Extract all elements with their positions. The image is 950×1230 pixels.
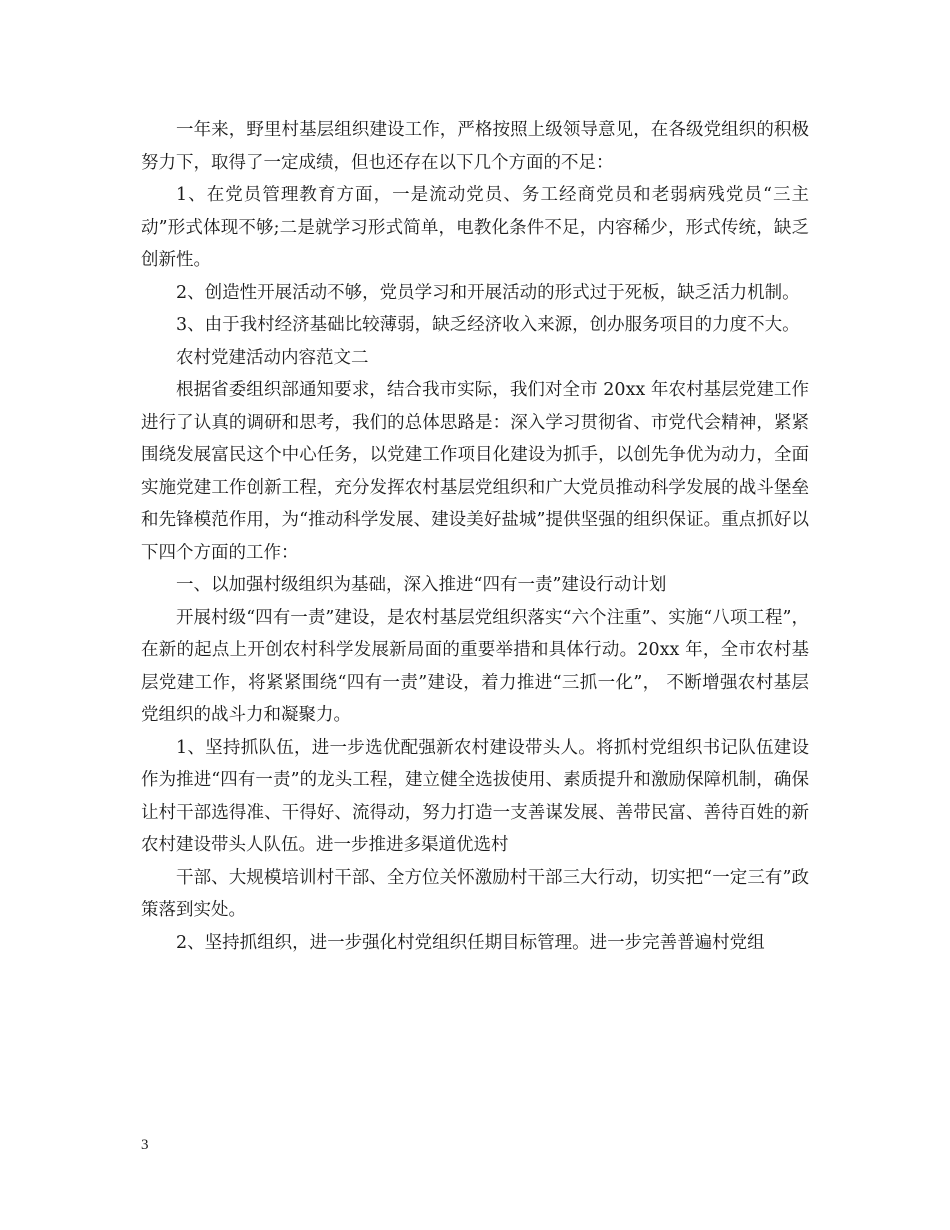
document-body: [141, 114, 809, 959]
paragraph-team-building: 1、坚持抓队伍，进一步选优配强新农村建设带头人。将抓村党组织书记队伍建设作为推进“四有一责”的龙头工程，建立健全选拔使用、素质提升和激励保障机制，确保让村干部选得准、干得好、流得动，努力打造一支善谋发展、善带民富、善待百姓的新农村建设带头人队伍。进一步推进多渠道优选村: [141, 737, 809, 855]
paragraph-shortcoming-3: 3、由于我村经济基础比较薄弱，缺乏经济收入来源，创办服务项目的力度不大。: [176, 315, 800, 335]
paragraph-intro: 一年来，野里村基层组织建设工作，严格按照上级领导意见，在各级党组织的积极努力下，取得了一定成绩，但也还存在以下几个方面的不足：: [141, 120, 809, 173]
page-number: 3: [141, 1137, 149, 1153]
paragraph-shortcoming-1: 1、在党员管理教育方面，一是流动党员、务工经商党员和老弱病残党员“三主动”形式体现不够;二是就学习形式简单，电教化条件不足，内容稀少，形式传统，缺乏创新性。: [141, 185, 809, 270]
paragraph-four-haves: 开展村级“四有一责”建设，是农村基层党组织落实“六个注重”、实施“八项工程”，在新的起点上开创农村科学发展新局面的重要举措和具体行动。20xx 年，全市农村基层党建工作，将紧紧围绕“四有一责”建设，着力推进“三抓一化”， 不断增强农村基层党组织的战斗力和凝聚力。: [141, 607, 809, 725]
paragraph-cadre-actions: 干部、大规模培训村干部、全方位关怀激励村干部三大行动，切实把“一定三有”政策落到实处。: [141, 867, 809, 920]
paragraph-overall-approach: 根据省委组织部通知要求，结合我市实际，我们对全市 20xx 年农村基层党建工作进行了认真的调研和思考，我们的总体思路是：深入学习贯彻省、市党代会精神，紧紧围绕发展富民这个中心任务，以党建工作项目化建设为抓手，以创先争优为动力，全面实施党建工作创新工程，充分发挥农村基层党组织和广大党员推动科学发展的战斗堡垒和先锋模范作用，为“推动科学发展、建设美好盐城”提供坚强的组织保证。重点抓好以下四个方面的工作：: [141, 380, 809, 563]
paragraph-organization: 2、坚持抓组织，进一步强化村党组织任期目标管理。进一步完善普遍村党组: [176, 932, 765, 953]
paragraph-shortcoming-2: 2、创造性开展活动不够，党员学习和开展活动的形式过于死板，缺乏活力机制。: [176, 282, 800, 303]
subheading-part-one: 一、以加强村级组织为基础，深入推进“四有一责”建设行动计划: [176, 575, 667, 595]
section-heading-example-two: 农村党建活动内容范文二: [176, 347, 369, 368]
